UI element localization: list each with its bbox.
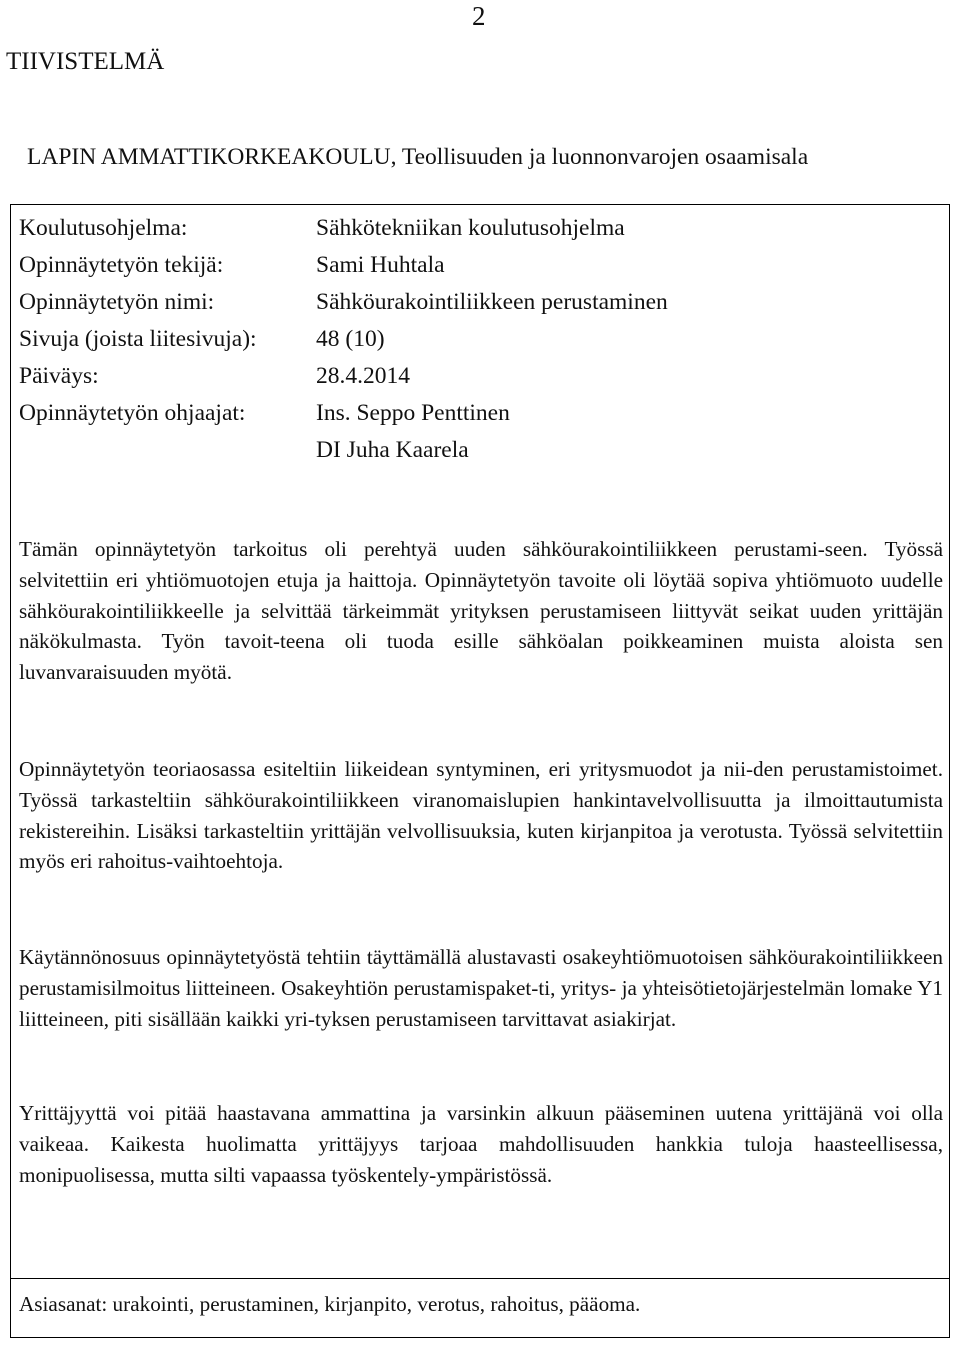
supervisors-label: Opinnäytetyön ohjaajat: (19, 400, 246, 426)
supervisor-1: Ins. Seppo Penttinen (316, 400, 510, 426)
thesis-info-box (10, 204, 950, 467)
school-line: LAPIN AMMATTIKORKEAKOULU, Teollisuuden ja luonnonvarojen osaamisala (27, 144, 809, 170)
abstract-paragraph-4: Yrittäjyyttä voi pitää haastavana ammattina ja varsinkin alkuun pääseminen uutena yrittäjänä voi olla vaikeaa. Kaikesta huolimatta yrittäjyys tarjoaa mahdollisuuden hankkia tuloja haasteellisessa, monipuolisessa, mutta silti vapaassa työskentely-ympäristössä. (19, 1101, 943, 1187)
pages-value: 48 (10) (316, 326, 385, 352)
date-value: 28.4.2014 (316, 363, 410, 389)
page-title: TIIVISTELMÄ (6, 48, 165, 75)
keywords-box (10, 1278, 950, 1338)
page-number: 2 (472, 1, 486, 31)
author-value: Sami Huhtala (316, 252, 445, 278)
abstract-paragraph-1: Tämän opinnäytetyön tarkoitus oli perehtyä uuden sähköurakointiliikkeen perustami-seen. Työssä selvitettiin eri yhtiömuotojen etuja ja haittoja. Opinnäytetyön tavoite oli löytää sopiva yhtiömuoto uudelle sähköurakointiliikkeelle ja selvittää tärkeimmät yrityksen perustamiseen liittyvät seikat uuden yrittäjän näkökulmasta. Työn tavoit-teena oli tuoda esille sähköalan poikkeaminen muista aloista sen luvanvaraisuuden myötä. (19, 537, 943, 685)
keywords: Asiasanat: urakointi, perustaminen, kirjanpito, verotus, rahoitus, pääoma. (19, 1292, 641, 1316)
program-label: Koulutusohjelma: (19, 215, 188, 241)
abstract-paragraph-2: Opinnäytetyön teoriaosassa esiteltiin liikeidean syntyminen, eri yritysmuodot ja nii-den perustamistoimet. Työssä tarkasteltiin sähköurakointiliikkeen viranomaislupien hankintavelvollisuutta ja ilmoittautumista rekistereihin. Lisäksi tarkasteltiin yrittäjän velvollisuuksia, kuten kirjanpitoa ja verotusta. Työssä selvitettiin myös eri rahoitus-vaihtoehtoja. (19, 757, 943, 874)
pages-label: Sivuja (joista liitesivuja): (19, 326, 257, 352)
date-label: Päiväys: (19, 363, 99, 389)
abstract-box (10, 466, 950, 1278)
author-label: Opinnäytetyön tekijä: (19, 252, 224, 278)
name-label: Opinnäytetyön nimi: (19, 289, 215, 315)
name-value: Sähköurakointiliikkeen perustaminen (316, 289, 668, 315)
abstract-paragraph-3: Käytännönosuus opinnäytetyöstä tehtiin täyttämällä alustavasti osakeyhtiömuotoisen sähköurakointiliikkeen perustamisilmoitus liitteineen. Osakeyhtiön perustamispaket-ti, yritys- ja yhteisötietojärjestelmän lomake Y1 liitteineen, piti sisällään kaikki yri-tyksen perustamiseen tarvittavat asiakirjat. (19, 945, 943, 1031)
program-value: Sähkötekniikan koulutusohjelma (316, 215, 625, 241)
supervisor-2: DI Juha Kaarela (316, 437, 469, 463)
